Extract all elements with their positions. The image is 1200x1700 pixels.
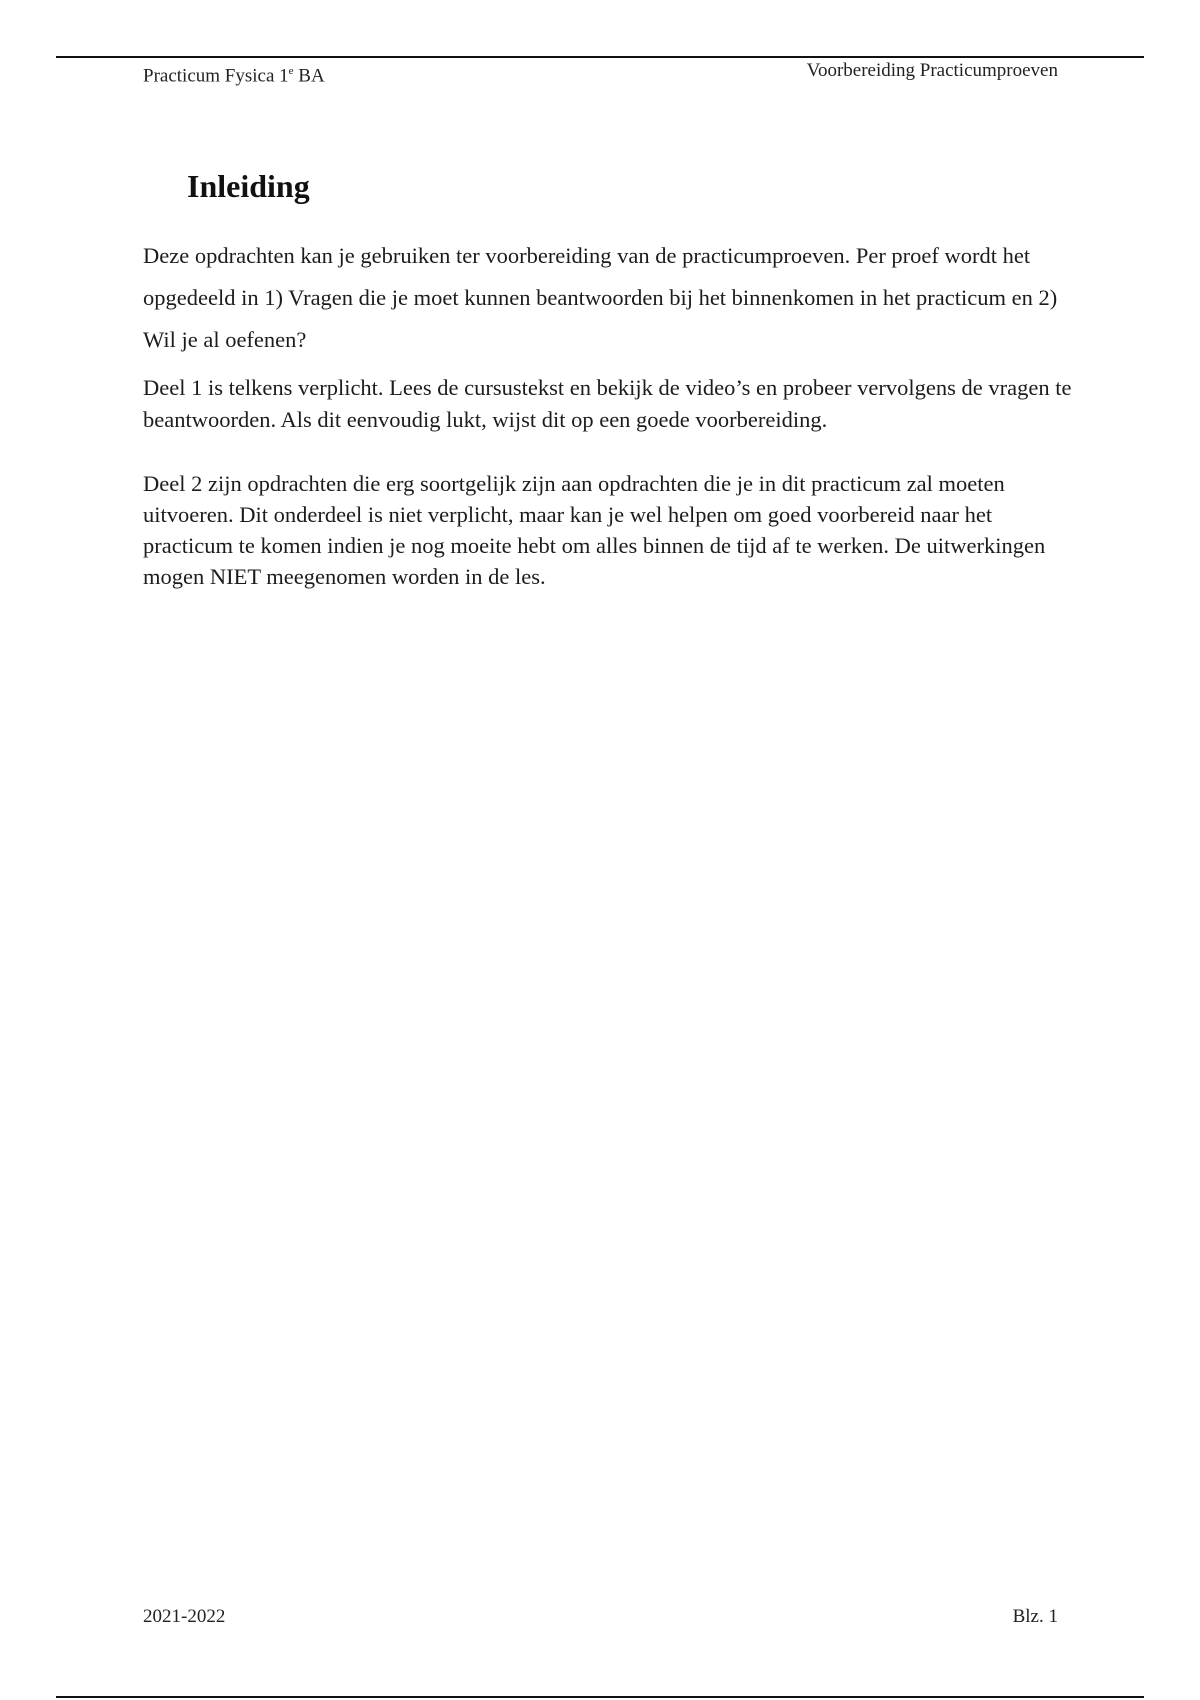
footer-rule	[56, 1696, 1144, 1698]
part1-paragraph: Deel 1 is telkens verplicht. Lees de cursustekst en bekijk de video’s en probeer vervolgens de vragen te beantwoorden. Als dit eenvoudig lukt, wijst dit op een goede voorbereiding.	[143, 375, 1072, 432]
page-header	[143, 59, 1058, 88]
header-course-title: Practicum Fysica 1e BA	[143, 65, 325, 87]
page-footer	[143, 1605, 1058, 1629]
header-rule	[56, 56, 1144, 58]
footer-page-number: Blz. 1	[1012, 1606, 1058, 1627]
header-document-title: Voorbereiding Practicumproeven	[806, 60, 1058, 81]
section-heading: Inleiding	[187, 168, 310, 204]
intro-paragraph: Deze opdrachten kan je gebruiken ter voorbereiding van de practicumproeven. Per proef wordt het opgedeeld in 1) Vragen die je moet kunnen beantwoorden bij het binnenkomen in het practicum en 2) Wil je al oefenen?	[143, 243, 1058, 352]
footer-academic-year: 2021-2022	[143, 1606, 226, 1627]
part2-paragraph: Deel 2 zijn opdrachten die erg soortgelijk zijn aan opdrachten die je in dit practicum zal moeten uitvoeren. Dit onderdeel is niet verplicht, maar kan je wel helpen om goed voorbereid naar het practicum te komen indien je nog moeite hebt om alles binnen de tijd af te werken. De uitwerkingen mogen NIET meegenomen worden in de les.	[143, 471, 1046, 589]
